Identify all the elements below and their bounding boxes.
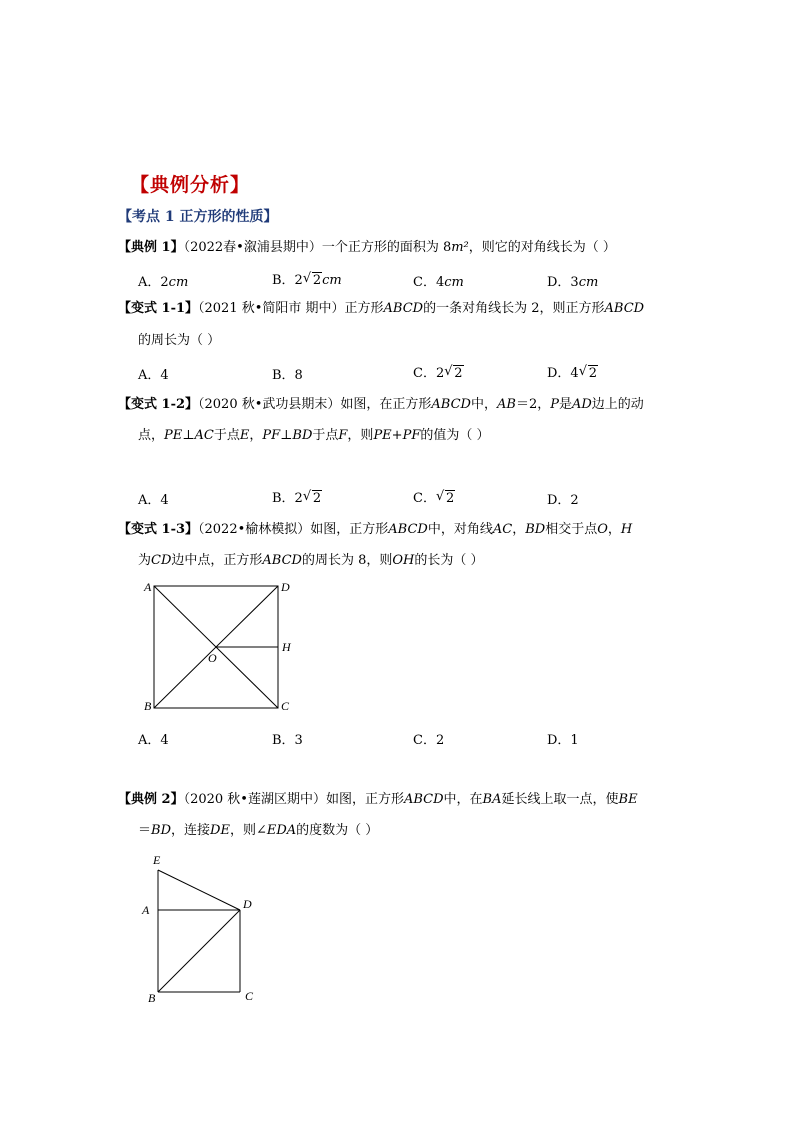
label-e: E (153, 853, 161, 867)
q13-option-d[interactable]: D．1 (547, 733, 579, 748)
topic-heading: 【考点 1 正方形的性质】 (118, 209, 278, 225)
q2-figure (140, 850, 270, 1010)
q13-option-b[interactable]: B．3 (272, 733, 303, 748)
label-d: D (281, 580, 290, 594)
q13-option-a[interactable]: A．4 (138, 733, 169, 748)
section-title: 【典例分析】 (130, 174, 251, 196)
q13-stem-line2: 为CD边中点，正方形ABCD的周长为 8，则OH的长为（ ） (138, 553, 484, 568)
q12-option-b[interactable]: B．2 √ 2 (272, 489, 322, 506)
q11-stem-line1: 【变式 1-1】（2021 秋•简阳市 期中）正方形ABCD的一条对角线长为 2，则正方形ABCD (118, 301, 645, 316)
q12-option-d[interactable]: D．2 (547, 493, 579, 508)
q2-stem-line2: ＝BD，连接DE，则∠EDA的度数为（ ） (138, 823, 379, 838)
q12-option-c[interactable]: C． √ 2 (413, 489, 455, 506)
q2-stem-line1: 【典例 2】（2020 秋•莲湖区期中）如图，正方形ABCD中，在BA延长线上取一点，使BE (118, 792, 638, 807)
q1-tag: 【典例 1】 (118, 240, 184, 255)
q12-option-a[interactable]: A．4 (138, 493, 169, 508)
q11-stem-line2: 的周长为（ ） (138, 333, 221, 348)
q1-option-b[interactable]: B．2 √ 2cm (272, 271, 342, 288)
q1-option-a[interactable]: A．2cm (138, 275, 189, 290)
label-c: C (245, 989, 254, 1003)
q13-option-c[interactable]: C．2 (413, 733, 445, 748)
label-d: D (243, 897, 252, 911)
q12-stem-line2: 点，PE⊥AC于点E，PF⊥BD于点F，则PE+PF的值为（ ） (138, 428, 490, 443)
diagonal-bd (158, 910, 240, 992)
label-o: O (208, 651, 217, 665)
label-a: A (144, 580, 152, 594)
label-b: B (144, 699, 152, 713)
q13-tag: 【变式 1-3】 (118, 522, 199, 537)
q11-option-b[interactable]: B．8 (272, 368, 303, 383)
q1-option-c[interactable]: C．4cm (413, 275, 464, 290)
label-a: A (142, 903, 150, 917)
segment-ed (158, 870, 240, 910)
q12-stem-line1: 【变式 1-2】（2020 秋•武功县期末）如图，在正方形ABCD中，AB＝2，P是AD边上的动 (118, 397, 644, 412)
q11-option-c[interactable]: C．2 √ 2 (413, 364, 463, 381)
q11-option-a[interactable]: A．4 (138, 368, 169, 383)
q2-tag: 【典例 2】 (118, 792, 184, 807)
q12-tag: 【变式 1-2】 (118, 397, 199, 412)
q13-stem-line1: 【变式 1-3】（2022•榆林模拟）如图，正方形ABCD中，对角线AC，BD相交于点O，H (118, 522, 633, 537)
q11-tag: 【变式 1-1】 (118, 301, 199, 316)
q11-option-d[interactable]: D．4 √ 2 (547, 364, 597, 381)
label-c: C (281, 699, 290, 713)
label-b: B (148, 991, 156, 1005)
q13-figure (140, 578, 300, 718)
q1-stem: 【典例 1】（2022春•溆浦县期中）一个正方形的面积为 8m²，则它的对角线长为（ ） (118, 240, 616, 255)
q1-option-d[interactable]: D．3cm (547, 275, 599, 290)
label-h: H (282, 640, 291, 654)
